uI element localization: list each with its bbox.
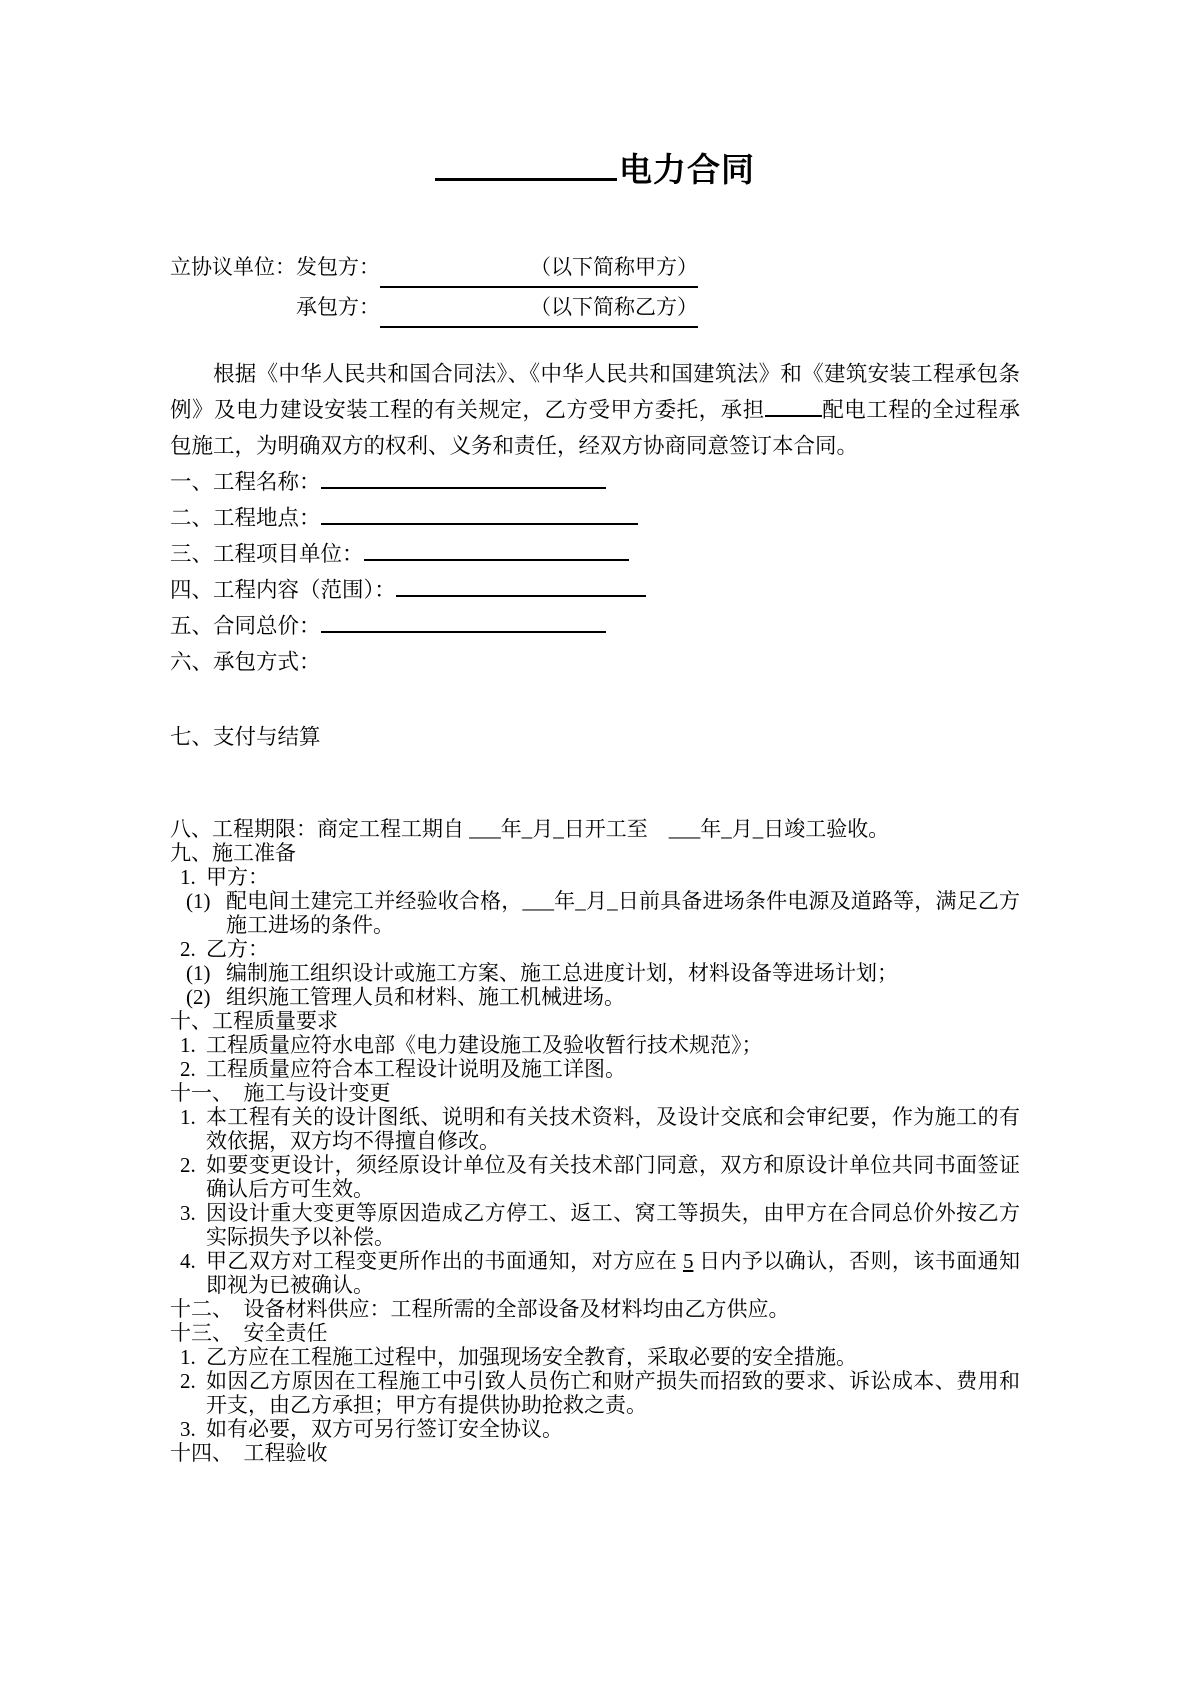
clause-blank-line [396,574,646,598]
party-row-a [170,248,1020,288]
list-item [170,1417,1020,1441]
item-text: 乙方： [206,937,269,961]
section-8-heading [170,817,1020,841]
sub-list-item [170,985,1020,1009]
item-number: 1. [180,1345,196,1369]
clause-blank-line [321,466,606,490]
clause-label: 工程项目单位： [213,542,364,566]
item-text: 组织施工管理人员和材料、施工机械进场。 [226,985,625,1009]
section-title: 施工准备 [212,841,296,865]
party-a-note: （以下简称甲方） [530,255,698,279]
project-name-inline-blank [765,394,822,418]
party-b-fill-blank [380,313,530,314]
section-number: 十一、 [170,1081,223,1105]
clause-blank-line [321,610,606,634]
section-number: 九、 [170,841,212,865]
clause-7-payment-settlement [170,719,1020,755]
item-number: 1. [180,1105,196,1129]
section-11-heading [170,1081,1020,1105]
list-item [170,1369,1020,1417]
party-b-label: 承包方： [296,295,380,319]
clause-number: 六、 [170,650,214,674]
section-9-heading [170,841,1020,865]
contract-title [170,150,1020,190]
item-text: 甲方： [206,865,269,889]
item-number: 3. [180,1201,196,1225]
section-title: 安全责任 [222,1321,328,1345]
clause-4-project-scope [170,572,1020,608]
item-number: 4. [180,1249,196,1273]
section-text: 工程期限：商定工程工期自 ___年_月_日开工至 ___年_月_日竣工验收。 [212,817,890,841]
preamble-text-1: 根据《中华人民共和国合同法》、《中华人民共和国建筑法》和《建筑安装工程承包条例》及电力建设安装工程的有关规定，乙方受甲方委托，承担 [170,362,1020,422]
list-item [170,1033,1020,1057]
list-item [170,1249,1020,1297]
clause-number: 五、 [170,614,214,638]
party-row-b [170,288,1020,328]
item-text [206,1249,1020,1297]
item-number: 1. [180,865,196,889]
section-number: 十、 [170,1009,212,1033]
list-item [170,937,1020,961]
section-title: 施工与设计变更 [222,1081,391,1105]
title-blank-line [435,150,617,181]
list-item [170,1345,1020,1369]
item-text: 乙方应在工程施工过程中，加强现场安全教育，采取必要的安全措施。 [206,1345,857,1369]
preamble-paragraph [170,356,1020,464]
clause-number: 二、 [170,506,214,530]
sub-list-item [170,889,1020,937]
item-text: 配电间土建完工并经验收合格，___年_月_日前具备进场条件电源及道路等，满足乙方施工进场的条件。 [226,889,1020,937]
item-number: 2. [180,937,196,961]
clause-6-contract-method [170,644,1020,680]
party-a-blank-line [380,248,698,288]
item-number: 2. [180,1369,196,1393]
item-text: 如有必要，双方可另行签订安全协议。 [206,1417,563,1441]
clause-number: 七、 [170,725,214,749]
parties-block [170,248,1020,328]
section-title: 工程质量要求 [212,1009,338,1033]
item-number: 1. [180,1033,196,1057]
item-number: 3. [180,1417,196,1441]
party-b-blank-line [380,288,698,328]
item-number: (2) [186,985,211,1009]
sub-list-item [170,961,1020,985]
section-10-heading [170,1009,1020,1033]
item-text: 如要变更设计，须经原设计单位及有关技术部门同意，双方和原设计单位共同书面签证确认后方可生效。 [206,1153,1020,1201]
title-text: 电力合同 [619,151,755,188]
list-item [170,865,1020,889]
clause-label: 工程内容（范围）： [213,578,396,602]
section-number: 十二、 [170,1297,223,1321]
item-text: 如因乙方原因在工程施工中引致人员伤亡和财产损失而招致的要求、诉讼成本、费用和开支，由乙方承担；甲方有提供协助抢救之责。 [206,1369,1020,1417]
item-text: 因设计重大变更等原因造成乙方停工、返工、窝工等损失，由甲方在合同总价外按乙方实际损失予以补偿。 [206,1201,1020,1249]
item-text: 编制施工组织设计或施工方案、施工总进度计划，材料设备等进场计划； [226,961,898,985]
party-b-note: （以下简称乙方） [530,295,698,319]
preamble-text-2: 配电工程的全过程承包施工，为明确双方的权利、义务和责任，经双方协商同意签订本合同。 [170,398,1020,458]
item-text-post: 日内予以确认，否则，该书面通知即视为已被确认。 [206,1249,1021,1297]
item-number: (1) [186,889,211,913]
contract-terms-dense [170,817,1020,1465]
clause-label: 合同总价： [213,614,321,638]
item-number: 2. [180,1057,196,1081]
list-item [170,1105,1020,1153]
section-number: 八、 [170,817,212,841]
clause-3-project-unit [170,536,1020,572]
clause-5-contract-price [170,608,1020,644]
item-number: (1) [186,961,211,985]
clause-number: 四、 [170,578,214,602]
clause-label: 支付与结算 [213,725,321,749]
section-12-heading [170,1297,1020,1321]
list-item [170,1057,1020,1081]
section-14-heading [170,1441,1020,1465]
item-number: 2. [180,1153,196,1177]
clause-2-project-location [170,500,1020,536]
item-text: 工程质量应符合本工程设计说明及施工详图。 [206,1057,626,1081]
list-item [170,1153,1020,1201]
section-title: 工程验收 [222,1441,328,1465]
clause-1-project-name [170,464,1020,500]
clause-blank-line [364,538,629,562]
confirm-days-underlined: 5 [682,1249,694,1273]
clause-label: 工程地点： [213,506,321,530]
list-item [170,1201,1020,1249]
item-text: 本工程有关的设计图纸、说明和有关技术资料，及设计交底和会审纪要，作为施工的有效依据，双方均不得擅自修改。 [206,1105,1020,1153]
section-number: 十四、 [170,1441,223,1465]
clause-label: 承包方式： [213,650,321,674]
section-number: 十三、 [170,1321,223,1345]
section-13-heading [170,1321,1020,1345]
clause-number: 三、 [170,542,214,566]
party-a-label: 发包方： [296,255,380,279]
clause-label: 工程名称： [213,470,321,494]
parties-intro-label: 立协议单位： [170,255,296,279]
section-title: 设备材料供应：工程所需的全部设备及材料均由乙方供应。 [222,1297,790,1321]
clause-number: 一、 [170,470,214,494]
item-text-pre: 甲乙双方对工程变更所作出的书面通知，对方应在 [206,1249,683,1273]
party-a-fill-blank [380,273,530,274]
item-text: 工程质量应符水电部《电力建设施工及验收暂行技术规范》； [206,1033,763,1057]
clause-blank-line [321,502,638,526]
